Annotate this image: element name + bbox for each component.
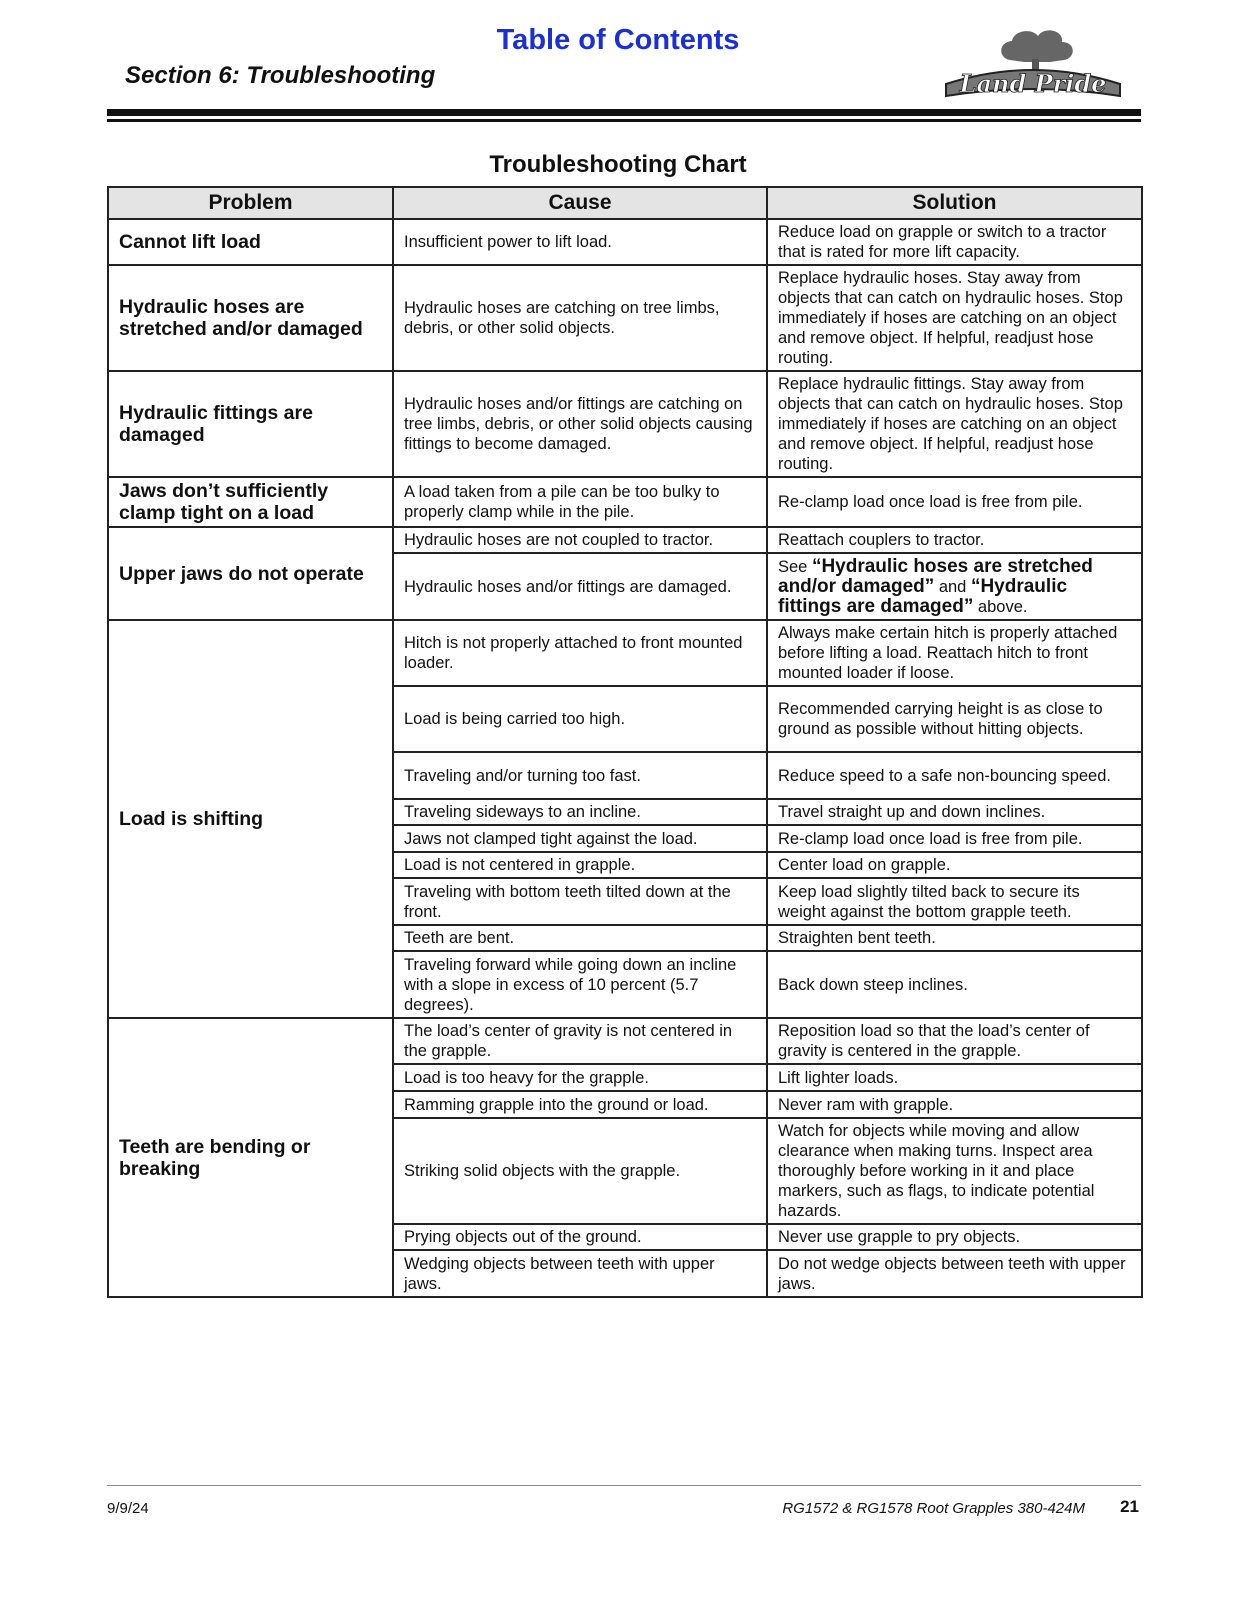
column-header-solution: Solution	[767, 187, 1142, 219]
cause-cell: Jaws not clamped tight against the load.	[393, 825, 767, 852]
table-row	[108, 477, 1142, 527]
column-header-cause: Cause	[393, 187, 767, 219]
table-row	[108, 1018, 1142, 1064]
table-of-contents-link[interactable]: Table of Contents	[496, 24, 740, 56]
solution-reference: “Hydraulic fittings are damaged”	[778, 575, 1068, 617]
cause-cell: Load is being carried too high.	[393, 686, 767, 752]
solution-cell: Re-clamp load once load is free from pile.	[767, 825, 1142, 852]
troubleshooting-table	[107, 186, 1143, 1298]
solution-text: and	[934, 577, 971, 596]
problem-cell: Hydraulic fittings are damaged	[108, 371, 393, 477]
solution-cell: Back down steep inclines.	[767, 951, 1142, 1018]
table-row	[108, 620, 1142, 686]
land-pride-logo	[940, 26, 1126, 104]
cause-cell: Hydraulic hoses and/or fittings are damaged.	[393, 553, 767, 620]
problem-cell: Teeth are bending or breaking	[108, 1018, 393, 1297]
solution-cell: Reduce speed to a safe non-bouncing speed.	[767, 752, 1142, 799]
header-rule	[107, 109, 1141, 116]
solution-cell: Travel straight up and down inclines.	[767, 799, 1142, 825]
solution-cell	[767, 553, 1142, 620]
cause-cell: Hydraulic hoses are catching on tree limbs, debris, or other solid objects.	[393, 265, 767, 371]
solution-text: See	[778, 557, 812, 576]
cause-cell: Load is not centered in grapple.	[393, 852, 767, 878]
cause-cell: Teeth are bent.	[393, 925, 767, 951]
chart-title: Troubleshooting Chart	[489, 151, 747, 178]
solution-cell: Do not wedge objects between teeth with upper jaws.	[767, 1250, 1142, 1297]
footer-document-title: RG1572 & RG1578 Root Grapples 380-424M	[782, 1500, 1085, 1517]
solution-cell: Watch for objects while moving and allow clearance when making turns. Inspect area thoroughly before working in it and place markers, such as flags, to indicate potential hazards.	[767, 1118, 1142, 1224]
cause-cell: A load taken from a pile can be too bulky to properly clamp while in the pile.	[393, 477, 767, 527]
solution-cell: Keep load slightly tilted back to secure its weight against the bottom grapple teeth.	[767, 878, 1142, 925]
page-number: 21	[1120, 1497, 1139, 1516]
solution-cell: Replace hydraulic hoses. Stay away from objects that can catch on hydraulic hoses. Stop immediately if hoses are catching on an object and remove object. If helpful, readjust hose routing.	[767, 265, 1142, 371]
solution-cell: Recommended carrying height is as close to ground as possible without hitting objects.	[767, 686, 1142, 752]
solution-cell: Never ram with grapple.	[767, 1091, 1142, 1118]
cause-cell: Hydraulic hoses and/or fittings are catching on tree limbs, debris, or other solid objects causing fittings to become damaged.	[393, 371, 767, 477]
solution-cell: Straighten bent teeth.	[767, 925, 1142, 951]
solution-cell: Always make certain hitch is properly attached before lifting a load. Reattach hitch to front mounted loader if loose.	[767, 620, 1142, 686]
solution-cell: Replace hydraulic fittings. Stay away from objects that can catch on hydraulic hoses. Stop immediately if hoses are catching on an object and remove object. If helpful, readjust hose routing.	[767, 371, 1142, 477]
cause-cell: Ramming grapple into the ground or load.	[393, 1091, 767, 1118]
section-title: Section 6: Troubleshooting	[125, 62, 436, 89]
cause-cell: Traveling and/or turning too fast.	[393, 752, 767, 799]
footer-rule	[107, 1485, 1141, 1486]
table-row	[108, 371, 1142, 477]
header-rule-thin	[107, 119, 1141, 122]
cause-cell: Traveling forward while going down an incline with a slope in excess of 10 percent (5.7 degrees).	[393, 951, 767, 1018]
table-row	[108, 265, 1142, 371]
cause-cell: Striking solid objects with the grapple.	[393, 1118, 767, 1224]
table-header-row	[108, 187, 1142, 219]
cause-cell: Hydraulic hoses are not coupled to tractor.	[393, 527, 767, 553]
logo-text: Land Pride	[959, 69, 1107, 98]
problem-cell: Cannot lift load	[108, 219, 393, 265]
cause-cell: Prying objects out of the ground.	[393, 1224, 767, 1250]
solution-text: above.	[973, 597, 1028, 616]
solution-cell: Re-clamp load once load is free from pile.	[767, 477, 1142, 527]
solution-cell: Reattach couplers to tractor.	[767, 527, 1142, 553]
cause-cell: The load’s center of gravity is not centered in the grapple.	[393, 1018, 767, 1064]
problem-cell: Hydraulic hoses are stretched and/or damaged	[108, 265, 393, 371]
cause-cell: Insufficient power to lift load.	[393, 219, 767, 265]
table-row	[108, 219, 1142, 265]
cause-cell: Load is too heavy for the grapple.	[393, 1064, 767, 1091]
problem-cell: Load is shifting	[108, 620, 393, 1018]
cause-cell: Traveling with bottom teeth tilted down at the front.	[393, 878, 767, 925]
solution-reference: “Hydraulic hoses are stretched and/or damaged”	[778, 555, 1093, 597]
cause-cell: Hitch is not properly attached to front mounted loader.	[393, 620, 767, 686]
table-row	[108, 527, 1142, 553]
cause-cell: Traveling sideways to an incline.	[393, 799, 767, 825]
footer-date: 9/9/24	[107, 1500, 149, 1517]
column-header-problem: Problem	[108, 187, 393, 219]
solution-cell: Reduce load on grapple or switch to a tractor that is rated for more lift capacity.	[767, 219, 1142, 265]
solution-cell: Lift lighter loads.	[767, 1064, 1142, 1091]
problem-cell: Upper jaws do not operate	[108, 527, 393, 620]
solution-cell: Never use grapple to pry objects.	[767, 1224, 1142, 1250]
solution-cell: Center load on grapple.	[767, 852, 1142, 878]
cause-cell: Wedging objects between teeth with upper jaws.	[393, 1250, 767, 1297]
problem-cell: Jaws don’t sufficiently clamp tight on a load	[108, 477, 393, 527]
solution-cell: Reposition load so that the load’s center of gravity is centered in the grapple.	[767, 1018, 1142, 1064]
